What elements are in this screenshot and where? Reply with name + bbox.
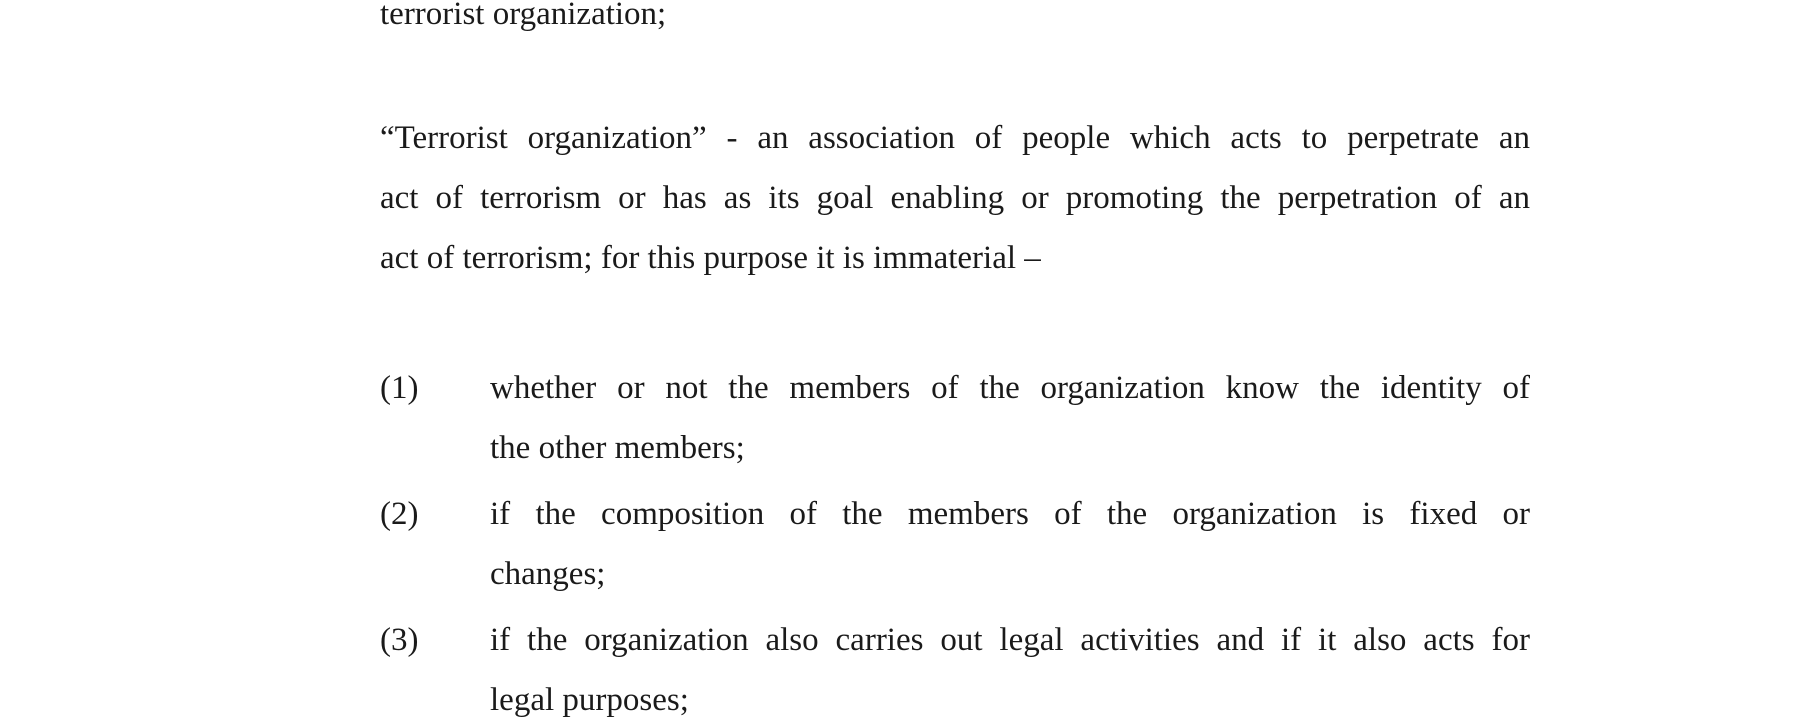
list-item-number: (1): [380, 370, 419, 406]
list-item-line: legal purposes;: [490, 682, 689, 718]
list-item-line: if the composition of the members of the organization is fixed or: [490, 496, 1530, 532]
list-item-number: (3): [380, 622, 419, 658]
list-item-number: (2): [380, 496, 419, 532]
list-item-line: if the organization also carries out legal activities and if it also acts for: [490, 622, 1530, 658]
top-fragment-line: terrorist organization;: [380, 0, 667, 32]
definition-line-3: act of terrorism; for this purpose it is immaterial –: [380, 240, 1041, 276]
list-item-line: whether or not the members of the organization know the identity of: [490, 370, 1530, 406]
definition-line-1: “Terrorist organization” - an association of people which acts to perpetrate an: [380, 120, 1530, 156]
list-item-line: the other members;: [490, 430, 745, 466]
list-item-line: changes;: [490, 556, 606, 592]
definition-line-2: act of terrorism or has as its goal enabling or promoting the perpetration of an: [380, 180, 1530, 216]
